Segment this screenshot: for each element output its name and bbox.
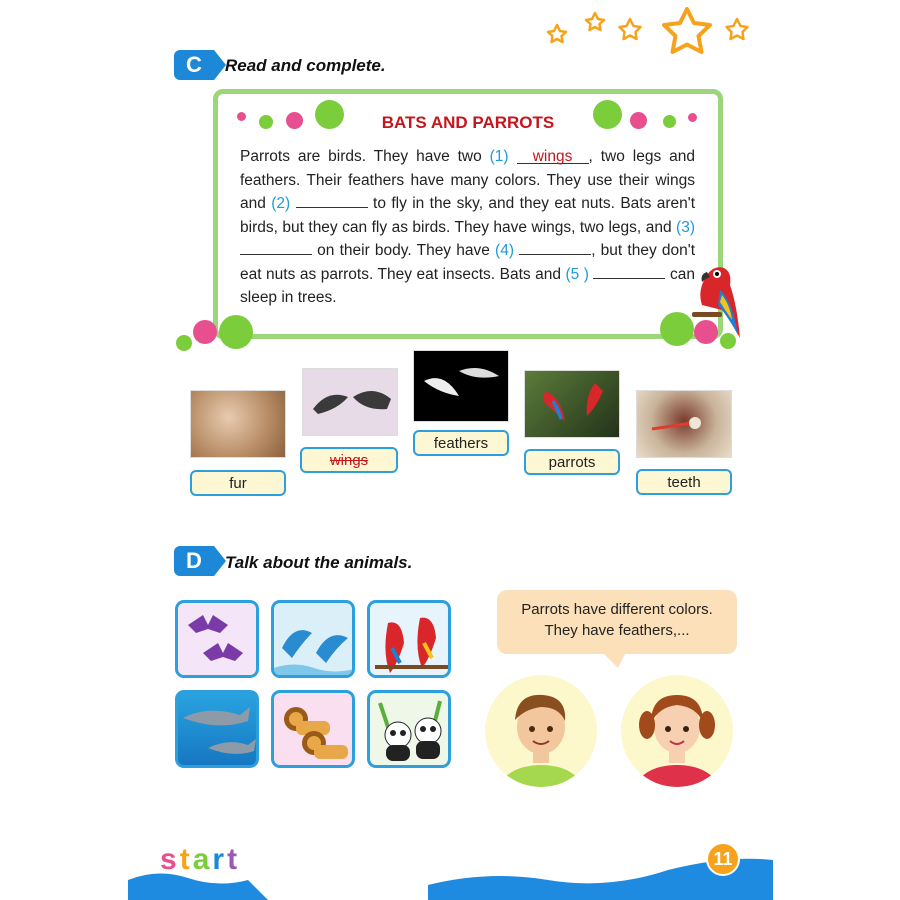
- photo-fur: [190, 390, 286, 458]
- photo-wings: [302, 368, 398, 436]
- decor-dot: [259, 115, 273, 129]
- decor-dot: [286, 112, 303, 129]
- decor-dot: [660, 312, 694, 346]
- photo-feathers: [413, 350, 509, 422]
- photo-parrots: [524, 370, 620, 438]
- section-d-instruction: Talk about the animals.: [225, 553, 413, 572]
- tile-parrots[interactable]: [367, 600, 451, 678]
- blank-2[interactable]: [296, 194, 368, 208]
- word-parrots[interactable]: parrots: [524, 449, 620, 475]
- boy-illustration: [485, 675, 597, 787]
- decor-dot: [176, 335, 192, 351]
- section-c-badge: C: [174, 50, 214, 80]
- word-wings[interactable]: wings: [300, 447, 398, 473]
- tile-sharks[interactable]: [175, 690, 259, 768]
- star-icon: [548, 25, 566, 42]
- blank-4[interactable]: [519, 241, 591, 255]
- blank-3[interactable]: [240, 241, 312, 255]
- page-number: 11: [706, 842, 740, 876]
- word-feathers[interactable]: feathers: [413, 430, 509, 456]
- tile-bats[interactable]: [175, 600, 259, 678]
- decor-dot: [237, 112, 246, 121]
- star-icon: [586, 13, 604, 30]
- section-c-instruction: Read and complete.: [225, 56, 386, 75]
- word-fur[interactable]: fur: [190, 470, 286, 496]
- decor-dot: [663, 115, 676, 128]
- decor-dot: [688, 113, 697, 122]
- parrot-illustration: [692, 250, 747, 345]
- blank-1[interactable]: wings: [517, 150, 589, 164]
- decor-dot: [193, 320, 217, 344]
- passage-title: BATS AND PARROTS: [381, 113, 555, 132]
- girl-illustration: [621, 675, 733, 787]
- speech-line-1: Parrots have different colors.: [521, 601, 713, 618]
- tile-pandas[interactable]: [367, 690, 451, 768]
- tile-lions[interactable]: [271, 690, 355, 768]
- blank-5[interactable]: [593, 265, 665, 279]
- decor-dot: [593, 100, 622, 129]
- decor-dot: [219, 315, 253, 349]
- star-icon: [620, 19, 641, 39]
- star-icon: [727, 19, 748, 39]
- decor-dot: [315, 100, 344, 129]
- section-d-badge: D: [174, 546, 214, 576]
- decor-dot: [630, 112, 647, 129]
- speech-bubble: [497, 590, 737, 654]
- speech-line-2: They have feathers,...: [544, 622, 690, 639]
- star-icon: [664, 9, 710, 52]
- word-teeth[interactable]: teeth: [636, 469, 732, 495]
- photo-teeth: [636, 390, 732, 458]
- tile-dolphins[interactable]: [271, 600, 355, 678]
- start-logo: start: [160, 843, 241, 876]
- passage-text: Parrots are birds. They have two (1) wings , two legs and feathers. Their feathers have many colors. They use their wings and (2) to fly in the sky, and they eat nuts. Bats aren't birds, but they can fly as birds. They have wings, two legs, and (3) on their body. They have (4) , but they don't eat nuts as parrots. They eat insects. Bats and (5 ) can sleep in trees.: [240, 148, 696, 306]
- stars-decoration: [545, 5, 755, 75]
